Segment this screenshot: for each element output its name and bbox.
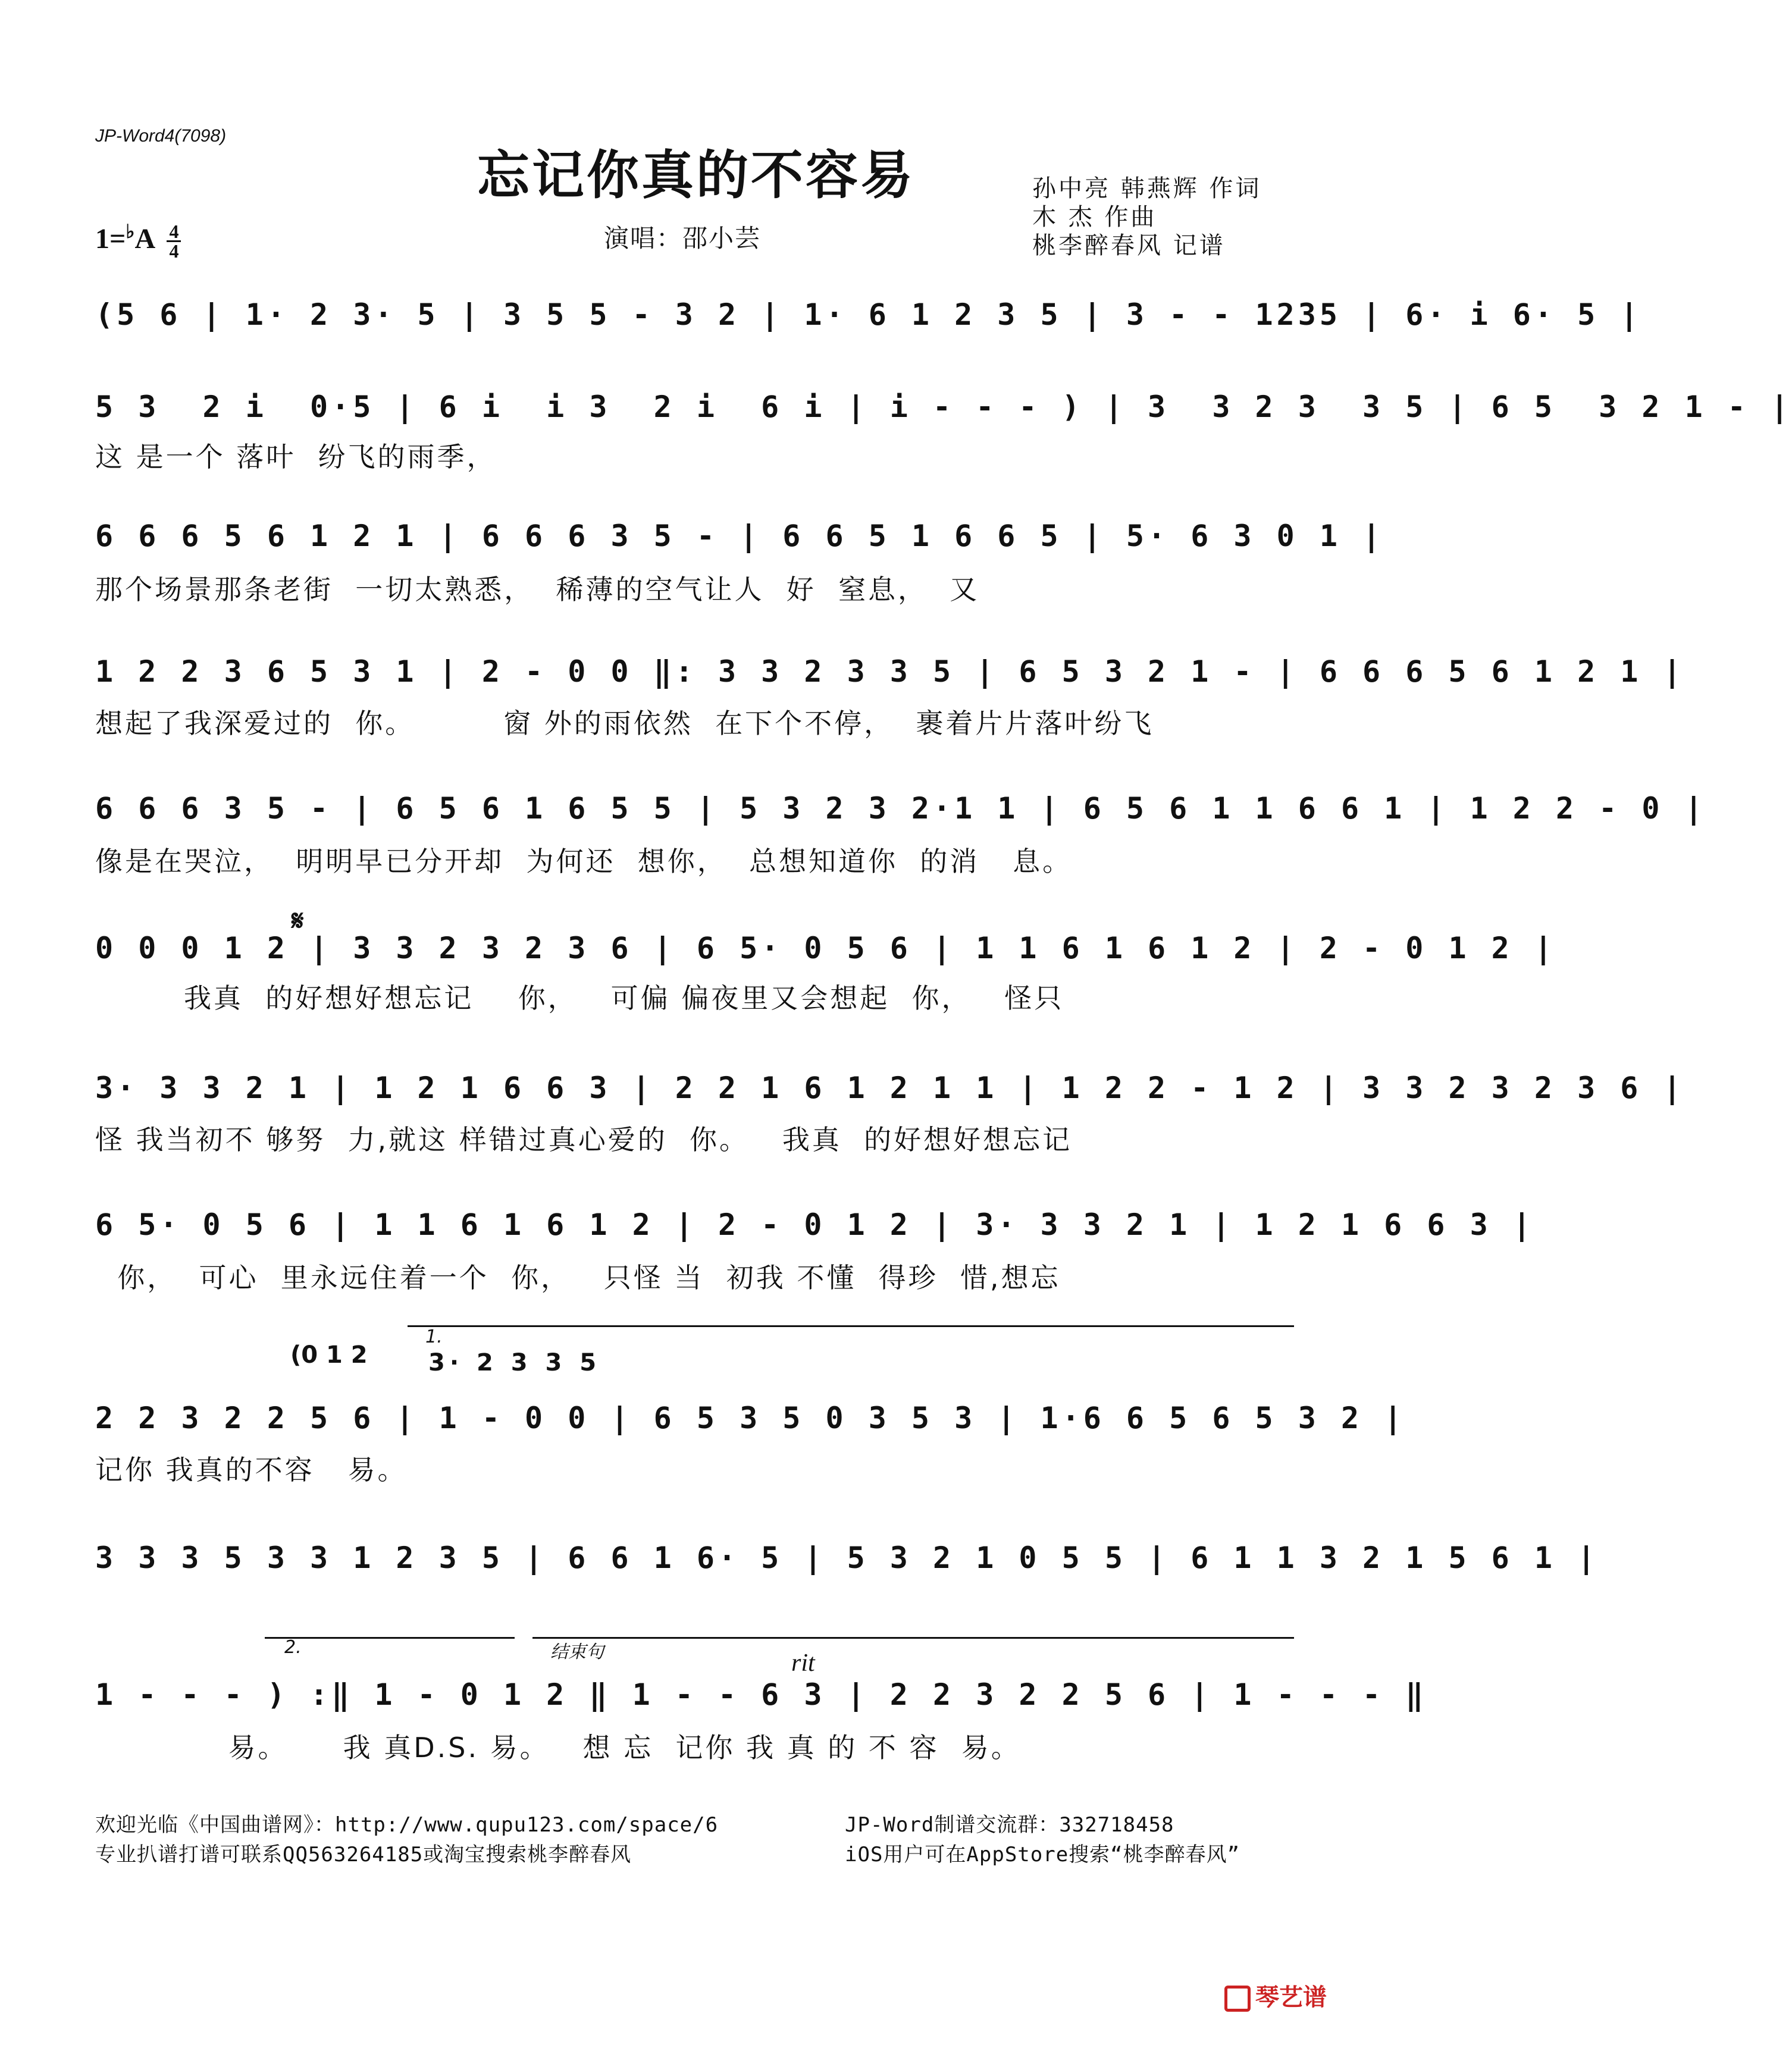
- ending-bracket: [532, 1637, 1294, 1639]
- notation-line-1: (5 6 | 1· 2 3· 5 | 3 5 5 - 3 2 | 1· 6 1 2 3 5 | 3 - - 1235 | 6· i 6· 5 |: [95, 297, 1642, 332]
- notation-line-11: 1 - - - ) :‖ 1 - 0 1 2 ‖ 1 - - 6 3 | 2 2 3 2 2 5 6 | 1 - - - ‖: [95, 1677, 1427, 1712]
- segno-sign: 𝄋: [292, 904, 304, 937]
- site-logo: [1224, 1978, 1327, 2012]
- key-prefix: 1=: [95, 223, 126, 255]
- interlude-notes: (0 1 2: [290, 1341, 368, 1369]
- notation-line-9: 2 2 3 2 2 5 6 | 1 - 0 0 | 6 5 3 5 0 3 5 3 | 1·6 6 5 6 5 3 2 |: [95, 1401, 1406, 1435]
- ending-label: 结束句: [550, 1642, 604, 1663]
- key-note: A: [134, 223, 154, 255]
- lyrics-line-4: 想起了我深爱过的 你。 窗 外的雨依然 在下个不停， 裹着片片落叶纷飞: [95, 707, 1154, 739]
- volta-1-label: 1.: [425, 1326, 443, 1347]
- lyrics-line-5: 像是在哭泣， 明明早已分开却 为何还 想你， 总想知道你 的消 息。: [95, 845, 1073, 877]
- lyrics-line-11: 易。 我 真D.S. 易。 想 忘 记你 我 真 的 不 容 易。: [95, 1732, 1021, 1764]
- lyrics-line-3: 那个场景那条老街 一切太熟悉， 稀薄的空气让人 好 窒息， 又: [95, 573, 980, 606]
- time-top: 4: [169, 221, 179, 243]
- lyrics-line-8: 你， 可心 里永远住着一个 你， 只怪 当 初我 不懂 得珍 惜,想忘: [95, 1262, 1061, 1294]
- notation-line-4: 1 2 2 3 6 5 3 1 | 2 - 0 0 ‖: 3 3 2 3 3 5 | 6 5 3 2 1 - | 6 6 6 5 6 1 2 1 |: [95, 654, 1685, 689]
- song-title: 忘记你真的不容易: [477, 145, 915, 206]
- ritardando-mark: rit: [791, 1649, 815, 1677]
- footer-ios: iOS用户可在AppStore搜索“桃李醉春风”: [845, 1843, 1240, 1867]
- time-signature: [167, 222, 181, 260]
- flat-symbol: ♭: [126, 221, 135, 242]
- footer-contact: 专业扒谱打谱可联系QQ563264185或淘宝搜索桃李醉春风: [95, 1843, 632, 1867]
- footer-group: JP-Word制谱交流群：332718458: [845, 1813, 1174, 1837]
- credit-transcriber: 桃李醉春风 记谱: [1032, 232, 1226, 259]
- key-signature: [95, 220, 181, 260]
- lyrics-line-7: 怪 我当初不 够努 力,就这 样错过真心爱的 你。 我真 的好想好想忘记: [95, 1124, 1073, 1156]
- credit-lyricist: 孙中亮 韩燕辉 作词: [1032, 175, 1262, 202]
- footer-website: 欢迎光临《中国曲谱网》：http://www.qupu123.com/space/6: [95, 1813, 719, 1837]
- volta-2-label: 2.: [284, 1637, 302, 1658]
- lyrics-line-6: 我真 的好想好想忘记 你， 可偏 偏夜里又会想起 你， 怪只: [95, 982, 1064, 1014]
- notation-line-10: 3 3 3 5 3 3 1 2 3 5 | 6 6 1 6· 5 | 5 3 2 1 0 5 5 | 6 1 1 3 2 1 5 6 1 |: [95, 1541, 1599, 1575]
- volta-1-notes: 3· 2 3 3 5: [428, 1349, 601, 1376]
- notation-line-6: 0 0 0 1 2 | 3 3 2 3 2 3 6 | 6 5· 0 5 6 | 1 1 6 1 6 1 2 | 2 - 0 1 2 |: [95, 931, 1556, 965]
- lyrics-line-2: 这 是一个 落叶 纷飞的雨季，: [95, 441, 497, 473]
- singer: 演唱：邵小芸: [604, 224, 762, 253]
- notation-line-5: 6 6 6 3 5 - | 6 5 6 1 6 5 5 | 5 3 2 3 2·1 1 | 6 5 6 1 1 6 6 1 | 1 2 2 - 0 |: [95, 791, 1706, 826]
- software-label: JP-Word4(7098): [95, 126, 227, 146]
- notation-line-2: 5 3 2 i 0·5 | 6 i i 3 2 i 6 i | i - - - ) | 3 3 2 3 3 5 | 6 5 3 2 1 - |: [95, 390, 1792, 424]
- volta-bracket-1: [408, 1325, 1294, 1327]
- credit-composer: 木 杰 作曲: [1032, 203, 1157, 231]
- logo-text: 琴艺谱: [1255, 1984, 1327, 2011]
- notation-line-3: 6 6 6 5 6 1 2 1 | 6 6 6 3 5 - | 6 6 5 1 6 6 5 | 5· 6 3 0 1 |: [95, 519, 1384, 553]
- notation-line-8: 6 5· 0 5 6 | 1 1 6 1 6 1 2 | 2 - 0 1 2 | 3· 3 3 2 1 | 1 2 1 6 6 3 |: [95, 1208, 1534, 1242]
- logo-icon: [1224, 1986, 1251, 2012]
- time-bottom: 4: [169, 240, 179, 262]
- volta-bracket-2: [265, 1637, 515, 1639]
- lyrics-line-9: 记你 我真的不容 易。: [95, 1454, 408, 1486]
- notation-line-7: 3· 3 3 2 1 | 1 2 1 6 6 3 | 2 2 1 6 1 2 1 1 | 1 2 2 - 1 2 | 3 3 2 3 2 3 6 |: [95, 1071, 1685, 1105]
